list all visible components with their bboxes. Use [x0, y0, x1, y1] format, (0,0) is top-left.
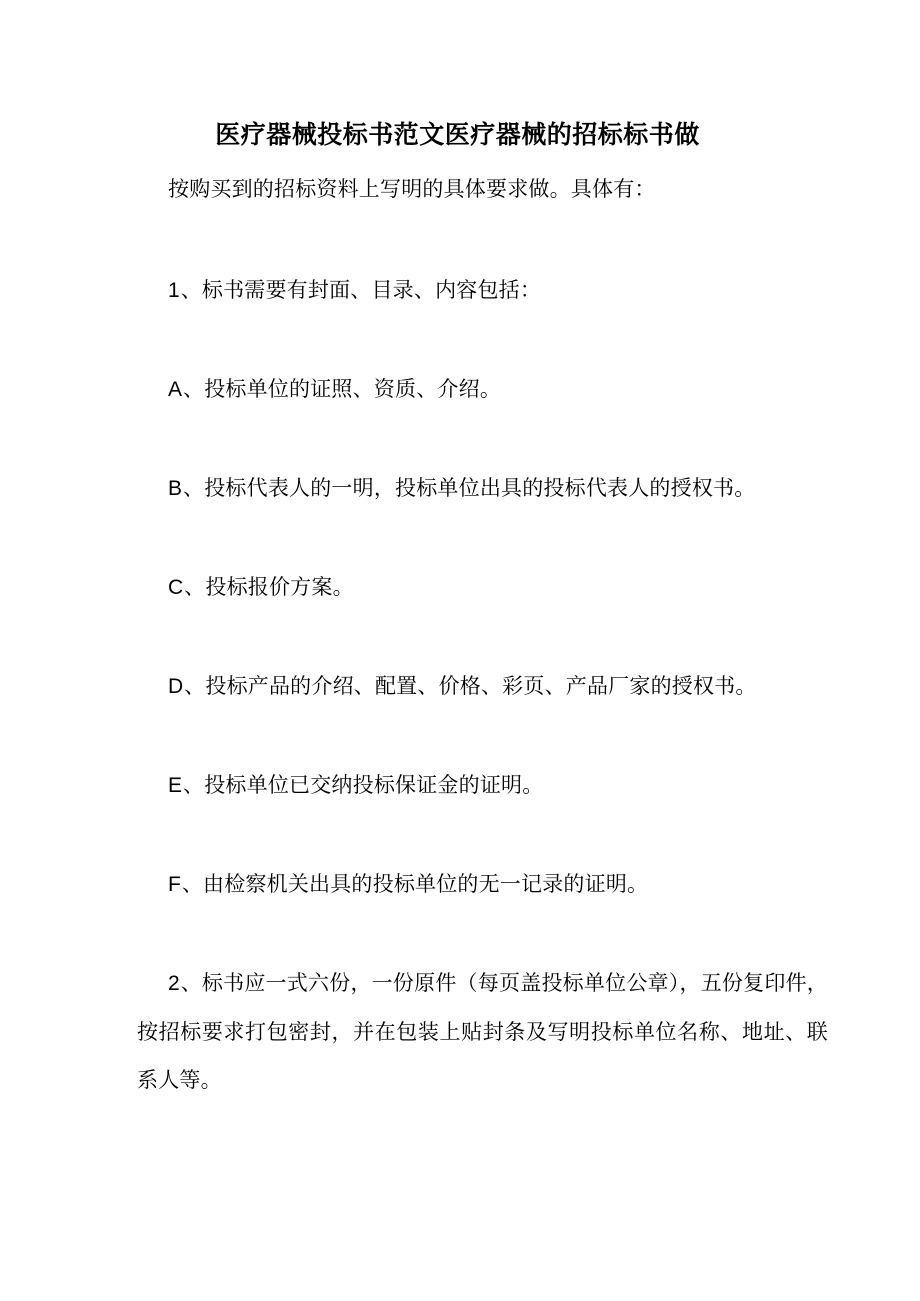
list-item-e — [137, 761, 828, 810]
item-prefix: 1 — [168, 279, 181, 302]
item-prefix: B — [168, 477, 184, 500]
item-text: 、投标单位已交纳投标保证金的证明。 — [183, 773, 544, 797]
item-text: 、投标代表人的一明，投标单位出具的投标代表人的授权书。 — [183, 476, 756, 500]
list-item-1 — [137, 266, 828, 315]
document-title: 医疗器械投标书范文医疗器械的招标标书做 — [215, 122, 700, 149]
item-prefix: A — [168, 378, 184, 401]
list-item-a — [137, 365, 828, 414]
item-text: 、标书需要有封面、目录、内容包括： — [180, 278, 542, 302]
item-prefix: C — [168, 576, 185, 599]
item-prefix: E — [168, 774, 184, 797]
list-item-2 — [137, 959, 828, 1104]
item-text: 、投标单位的证照、资质、介绍。 — [183, 377, 502, 401]
item-prefix: D — [168, 675, 185, 698]
item-prefix: F — [168, 873, 182, 896]
list-item-c — [137, 563, 828, 612]
item-text: 、由检察机关出具的投标单位的无一记录的证明。 — [181, 872, 649, 896]
list-item-b — [137, 464, 828, 513]
item-text: 、标书应一式六份，一份原件（每页盖投标单位公章），五份复印件，按招标要求打包密封，并在包装上贴封条及写明投标单位名称、地址、联系人等。 — [137, 971, 828, 1092]
item-text: 、投标报价方案。 — [184, 575, 354, 599]
item-text: 、投标产品的介绍、配置、价格、彩页、产品厂家的授权书。 — [184, 674, 757, 698]
list-item-f — [137, 860, 828, 909]
item-prefix: 2 — [168, 972, 181, 995]
intro-paragraph: 按购买到的招标资料上写明的具体要求做。具体有： — [168, 177, 656, 201]
list-item-d — [137, 662, 828, 711]
